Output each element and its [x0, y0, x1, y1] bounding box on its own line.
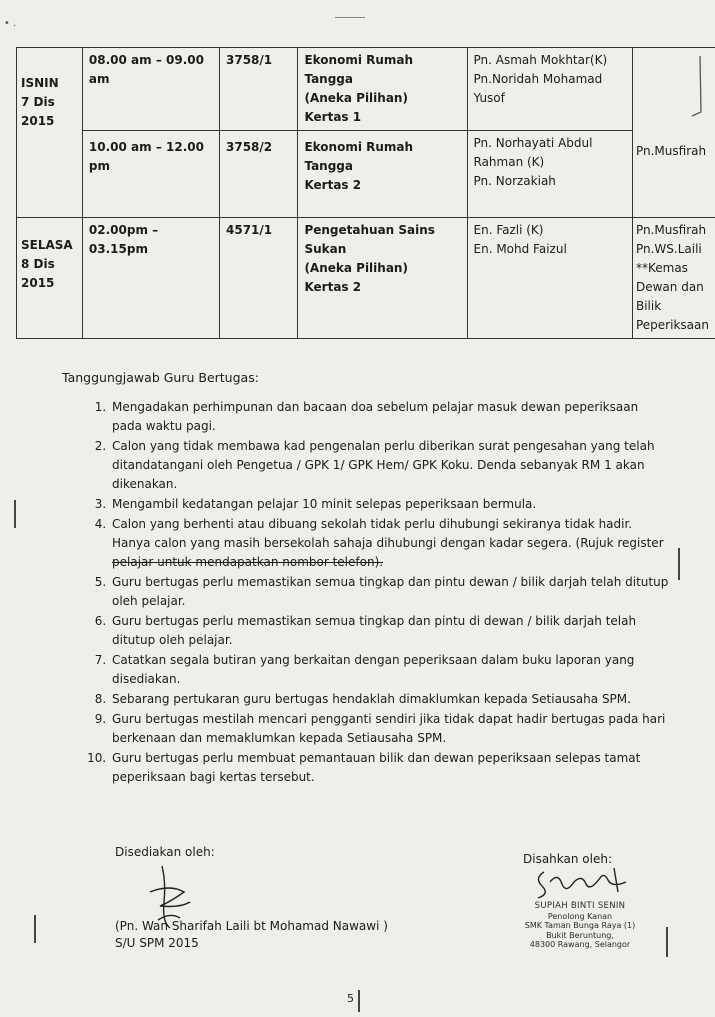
table-row [17, 48, 715, 131]
day-cell-tuesday [17, 218, 83, 339]
code-cell: 3758/2 [220, 131, 298, 218]
margin-mark [666, 927, 668, 957]
prepared-by-label: Disediakan oleh: [115, 845, 215, 859]
invigilator-cell: Pn. Norhayati Abdul Rahman (K) Pn. Norzakiah [467, 131, 632, 218]
day-date: 8 Dis [21, 257, 55, 271]
invigilator-cell: En. Fazli (K) En. Mohd Faizul [467, 218, 632, 339]
code-cell: 3758/1 [220, 48, 298, 131]
approver-signature [530, 864, 640, 904]
preparer-block [115, 918, 388, 952]
subject-cell: Ekonomi Rumah Tangga Kertas 2 [298, 131, 467, 218]
day-cell-monday [17, 48, 83, 218]
margin-mark [358, 990, 360, 1012]
struck-text: pelajar untuk mendapatkan nombor telefon). [112, 555, 384, 569]
list-item: 4. Calon yang berhenti atau dibuang sekolah tidak perlu dihubungi sekiranya tidak hadir. Hanya calon yang masih bersekolah sahaja dihubungi dengan kadar segera. (Rujuk register pelajar untuk mendapatkan nombor telefon). [110, 515, 670, 572]
page-number: 5 [347, 992, 354, 1005]
day-year: 2015 [21, 276, 55, 290]
list-item: 10. Guru bertugas perlu membuat pemantauan bilik dan dewan peperiksaan selepas tamat peperiksaan bagi kertas tersebut. [110, 749, 670, 787]
subject-cell: Ekonomi Rumah Tangga (Aneka Pilihan) Kertas 1 [298, 48, 467, 131]
exam-schedule-table [16, 47, 715, 339]
table-row [17, 218, 715, 339]
list-item: 5. Guru bertugas perlu memastikan semua tingkap dan pintu dewan / bilik darjah telah ditutup oleh pelajar. [110, 573, 670, 611]
list-item: 1. Mengadakan perhimpunan dan bacaan doa sebelum pelajar masuk dewan peperiksaan pada waktu pagi. [110, 398, 670, 436]
duties-list [88, 398, 670, 788]
day-date: 7 Dis [21, 95, 55, 109]
day-name: ISNIN [21, 76, 59, 90]
list-item: 9. Guru bertugas mestilah mencari pengganti sendiri jika tidak dapat hadir bertugas pada hari berkenaan dan memaklumkan kepada Setiausaha SPM. [110, 710, 670, 748]
list-item: 3. Mengambil kedatangan pelajar 10 minit selepas peperiksaan bermula. [110, 495, 670, 514]
approved-by-label: Disahkan oleh: [523, 852, 613, 866]
day-year: 2015 [21, 114, 55, 128]
time-cell: 02.00pm – 03.15pm [82, 218, 219, 339]
scan-mark-line [335, 17, 365, 18]
scan-mark: • . [4, 18, 17, 29]
bracket-mark [688, 52, 708, 122]
list-item: 8. Sebarang pertukaran guru bertugas hendaklah dimaklumkan kepada Setiausaha SPM. [110, 690, 670, 709]
pengurus-cell-tuesday: Pn.Musfirah Pn.WS.Laili **Kemas Dewan dan Bilik Peperiksaan [632, 218, 715, 339]
time-cell: 10.00 am – 12.00 pm [82, 131, 219, 218]
margin-mark [14, 500, 16, 528]
list-item: 6. Guru bertugas perlu memastikan semua tingkap dan pintu di dewan / bilik darjah telah ditutup oleh pelajar. [110, 612, 670, 650]
time-cell: 08.00 am – 09.00 am [82, 48, 219, 131]
day-name: SELASA [21, 238, 73, 252]
code-cell: 4571/1 [220, 218, 298, 339]
preparer-name: (Pn. Wan Sharifah Laili bt Mohamad Nawawi ) [115, 919, 388, 933]
list-item: 7. Catatkan segala butiran yang berkaitan dengan peperiksaan dalam buku laporan yang disediakan. [110, 651, 670, 689]
official-stamp: SUPIAH BINTI SENIN Penolong Kanan SMK Taman Bunga Raya (1) Bukit Beruntung, 48300 Rawang, Selangor [524, 901, 636, 949]
preparer-role: S/U SPM 2015 [115, 936, 199, 950]
duties-title: Tanggungjawab Guru Bertugas: [62, 370, 259, 385]
pengurus-cell-monday: Pn.Musfirah [632, 48, 715, 218]
invigilator-cell: Pn. Asmah Mokhtar(K) Pn.Noridah Mohamad Yusof [467, 48, 632, 131]
subject-cell: Pengetahuan Sains Sukan (Aneka Pilihan) Kertas 2 [298, 218, 467, 339]
margin-mark [34, 915, 36, 943]
table-row [17, 131, 715, 218]
margin-mark [678, 548, 680, 580]
list-item: 2. Calon yang tidak membawa kad pengenalan perlu diberikan surat pengesahan yang telah ditandatangani oleh Pengetua / GPK 1/ GPK Hem/ GPK Koku. Denda sebanyak RM 1 akan dikenakan. [110, 437, 670, 494]
